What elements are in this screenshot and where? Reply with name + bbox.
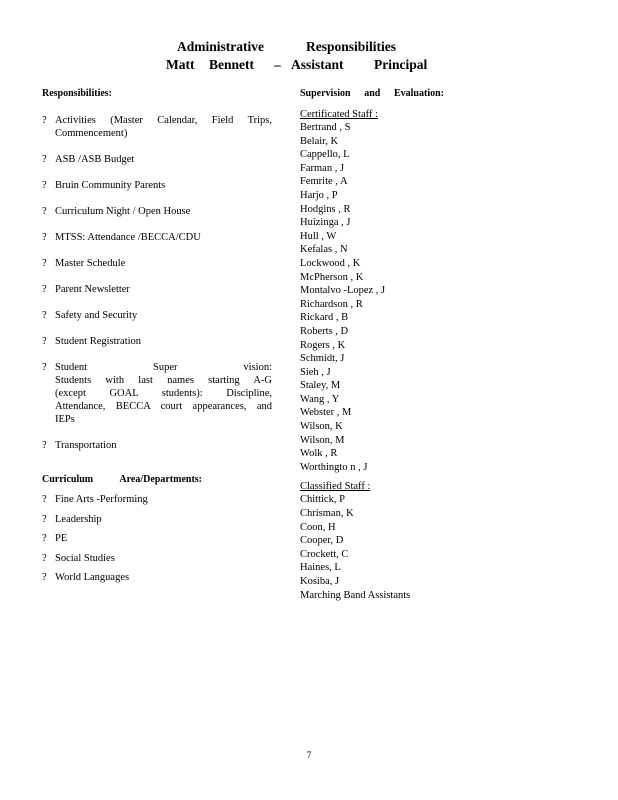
list-item-text: Social Studies <box>55 552 115 564</box>
bullet-icon: ? <box>42 180 47 191</box>
bullet-icon: ? <box>42 572 47 583</box>
bullet-icon: ? <box>42 310 47 321</box>
responsibilities-list <box>42 114 272 452</box>
list-item <box>42 309 272 322</box>
title-word: Responsibilities <box>306 39 397 54</box>
list-item <box>42 205 272 218</box>
list-item <box>42 361 272 426</box>
list-item-text: Master Schedule <box>55 258 126 269</box>
staff-name: Kefalas , N <box>300 244 348 256</box>
bullet-icon: ? <box>42 533 47 544</box>
staff-name: Femrite , A <box>300 176 348 188</box>
list-item <box>42 257 272 270</box>
list-item-text: ASB /ASB Budget <box>55 154 135 165</box>
list-item <box>42 532 272 545</box>
list-item-text: Students with last names starting A-G <box>55 375 272 386</box>
bullet-icon: ? <box>42 284 47 295</box>
bullet-icon: ? <box>42 154 47 165</box>
supervision-heading: Supervision and Evaluation: <box>300 88 444 99</box>
staff-name: Richardson , R <box>300 298 363 310</box>
list-item <box>42 513 272 526</box>
staff-name: Harjo , P <box>300 189 338 201</box>
staff-name: Worthingto n , J <box>300 461 368 473</box>
title-word: Assistant <box>291 57 344 72</box>
staff-name: Rogers , K <box>300 339 346 351</box>
staff-name: Kosiba, J <box>300 576 340 587</box>
classified-staff-label: Classified Staff : <box>300 481 371 493</box>
list-item-text: Parent Newsletter <box>55 284 130 295</box>
staff-name: Sieh , J <box>300 366 331 378</box>
bullet-icon: ? <box>42 552 47 564</box>
staff-name: Roberts , D <box>300 325 349 337</box>
staff-name: Marching Band Assistants <box>300 589 411 601</box>
list-item-text: Student Super vision: <box>55 362 272 373</box>
list-item-text: World Languages <box>55 572 130 583</box>
certificated-staff-section <box>300 108 450 474</box>
staff-name: Bertrand , S <box>300 122 351 133</box>
bullet-icon: ? <box>42 336 47 347</box>
title-word: Bennett <box>209 57 254 72</box>
bullet-icon: ? <box>42 258 47 269</box>
bullet-icon: ? <box>42 206 47 217</box>
bullet-icon: ? <box>42 362 47 373</box>
list-item <box>42 179 272 192</box>
staff-name: Schmidt, J <box>300 353 345 365</box>
classified-staff-list <box>300 493 450 602</box>
list-item-text: Transportation <box>55 440 117 451</box>
bullet-icon: ? <box>42 513 47 525</box>
page-number: 7 <box>306 750 312 760</box>
staff-name: Cappello, L <box>300 149 350 161</box>
staff-name: Chrisman, K <box>300 508 354 520</box>
list-item-text: IEPs <box>55 414 75 425</box>
list-item <box>42 335 272 348</box>
bullet-icon: ? <box>42 115 47 126</box>
curriculum-list <box>42 493 272 584</box>
list-item-text: Curriculum Night / Open House <box>55 206 191 217</box>
list-item <box>42 231 272 244</box>
title-word: – <box>274 57 281 72</box>
certificated-staff-list <box>300 121 450 474</box>
responsibilities-heading: Responsibilities: <box>42 88 113 99</box>
staff-name: Rickard , B <box>300 312 349 324</box>
staff-name: Haines, L <box>300 562 341 574</box>
staff-name: Cooper, D <box>300 535 344 547</box>
title-word: Administrative <box>177 39 264 54</box>
staff-name: McPherson , K <box>300 271 364 283</box>
staff-name: Wilson, M <box>300 434 345 446</box>
staff-name: Lockwood , K <box>300 257 361 269</box>
staff-name: Belair, K <box>300 135 339 147</box>
staff-name: Staley, M <box>300 380 341 392</box>
list-item-text: Leadership <box>55 513 102 525</box>
list-item <box>42 552 272 565</box>
staff-name: Hull , W <box>300 230 337 242</box>
list-item <box>42 283 272 296</box>
staff-name: Huizinga , J <box>300 217 351 229</box>
staff-name: Wang , Y <box>300 393 340 405</box>
staff-name: Chittick, P <box>300 494 345 506</box>
bullet-icon: ? <box>42 440 47 451</box>
list-item <box>42 493 272 506</box>
list-item-text: MTSS: Attendance /BECCA/CDU <box>55 232 201 243</box>
list-item-text: Activities (Master Calendar, Field Trips, <box>55 115 272 126</box>
list-item-text: Attendance, BECCA court appearances, and <box>55 401 272 412</box>
left-column <box>42 88 272 591</box>
list-item-text: Bruin Community Parents <box>55 180 166 191</box>
classified-staff-section <box>300 480 450 602</box>
list-item <box>42 153 272 166</box>
title-word: Principal <box>374 57 428 72</box>
staff-name: Wolk , R <box>300 448 338 460</box>
staff-name: Farman , J <box>300 162 345 174</box>
list-item-text: PE <box>55 533 68 544</box>
curriculum-heading: Curriculum Area/Departments: <box>42 474 202 485</box>
list-item-text: (except GOAL students): Discipline, <box>55 388 272 399</box>
staff-name: Hodgins , R <box>300 203 351 215</box>
list-item-text: Commencement) <box>55 128 128 139</box>
staff-name: Montalvo -Lopez , J <box>300 285 386 297</box>
staff-name: Crockett, C <box>300 548 349 560</box>
list-item <box>42 114 272 140</box>
staff-name: Webster , M <box>300 407 352 419</box>
staff-name: Wilson, K <box>300 421 343 433</box>
list-item-text: Student Registration <box>55 336 142 347</box>
bullet-icon: ? <box>42 494 47 505</box>
list-item <box>42 571 272 584</box>
list-item-text: Fine Arts -Performing <box>55 494 148 505</box>
list-item <box>42 439 272 452</box>
title-word: Matt <box>166 57 195 72</box>
staff-name: Coon, H <box>300 521 336 533</box>
certificated-staff-label: Certificated Staff : <box>300 109 378 120</box>
list-item-text: Safety and Security <box>55 310 138 321</box>
right-column <box>300 88 450 602</box>
bullet-icon: ? <box>42 232 47 243</box>
